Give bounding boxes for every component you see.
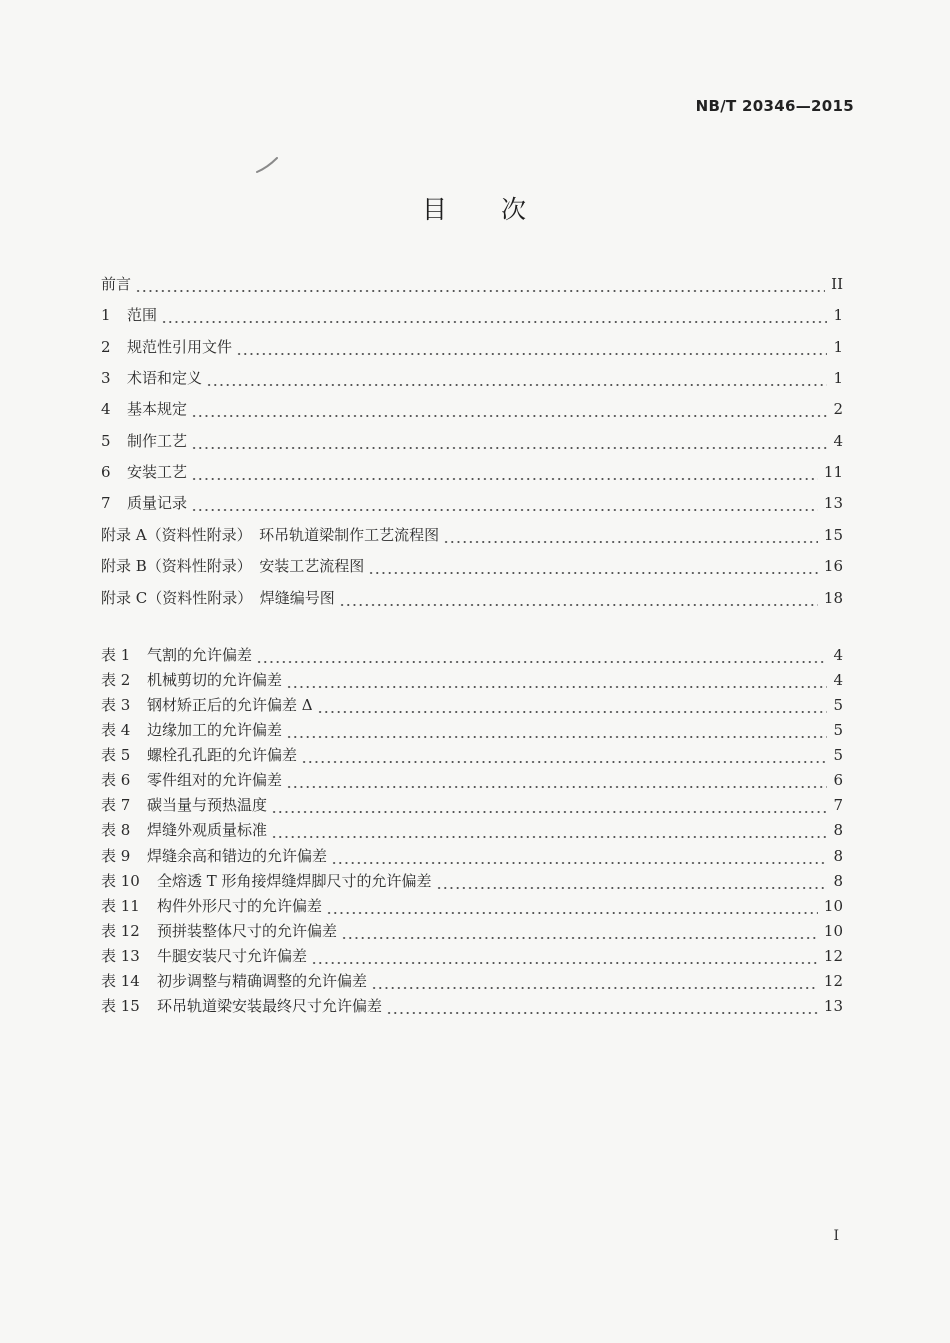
toc-item[interactable] — [101, 523, 843, 545]
dot-leader — [286, 670, 827, 690]
toc-item-label: 范围 — [127, 306, 158, 324]
table-number: 表 9 — [101, 847, 131, 865]
table-page: 5 — [833, 696, 843, 714]
table-title: 边缘加工的允许偏差 — [147, 721, 283, 739]
table-page: 12 — [823, 972, 843, 990]
table-page: 4 — [833, 671, 843, 689]
table-title: 全熔透 T 形角接焊缝焊脚尺寸的允许偏差 — [157, 872, 432, 890]
dot-leader — [271, 795, 827, 815]
dot-leader — [339, 588, 818, 608]
toc-item[interactable] — [101, 303, 843, 325]
table-list-item[interactable] — [101, 768, 843, 790]
toc-item-page: 2 — [833, 400, 843, 418]
table-title: 焊缝外观质量标准 — [147, 821, 268, 839]
toc-item-number: 2 — [101, 338, 111, 356]
table-number: 表 6 — [101, 771, 131, 789]
table-title: 钢材矫正后的允许偏差 Δ — [147, 696, 313, 714]
table-page: 12 — [823, 947, 843, 965]
table-page: 5 — [833, 721, 843, 739]
table-page: 4 — [833, 646, 843, 664]
toc-item-label: 规范性引用文件 — [127, 338, 233, 356]
toc-item-page: 1 — [833, 306, 843, 324]
table-page: 8 — [833, 872, 843, 890]
table-list-item[interactable] — [101, 693, 843, 715]
toc-item-page: 16 — [823, 557, 843, 575]
toc-item[interactable] — [101, 554, 843, 576]
dot-leader — [368, 556, 818, 576]
toc-item-page: 18 — [823, 589, 843, 607]
table-number: 表 3 — [101, 696, 131, 714]
toc-item[interactable] — [101, 429, 843, 451]
toc-item-label: 附录 B（资料性附录） 安装工艺流程图 — [101, 557, 365, 575]
toc-item[interactable] — [101, 272, 843, 294]
table-title: 牛腿安装尺寸允许偏差 — [157, 947, 308, 965]
toc-item-page: 1 — [833, 369, 843, 387]
table-list-item[interactable] — [101, 869, 843, 891]
table-number: 表 11 — [101, 897, 140, 915]
toc-item-label: 安装工艺 — [127, 463, 188, 481]
dot-leader — [191, 493, 818, 513]
table-number: 表 10 — [101, 872, 140, 890]
toc-item[interactable] — [101, 366, 843, 388]
table-number: 表 2 — [101, 671, 131, 689]
dot-leader — [161, 305, 827, 325]
table-list-item[interactable] — [101, 844, 843, 866]
toc-item-page: II — [831, 275, 843, 293]
toc-item-page: 13 — [823, 494, 843, 512]
dot-leader — [191, 431, 827, 451]
dot-leader — [191, 462, 818, 482]
toc-item-label: 基本规定 — [127, 400, 188, 418]
toc-item[interactable] — [101, 335, 843, 357]
dot-leader — [206, 368, 827, 388]
toc-item-number: 1 — [101, 306, 111, 324]
toc-item-label: 附录 C（资料性附录） 焊缝编号图 — [101, 589, 335, 607]
toc-item[interactable] — [101, 491, 843, 513]
table-list-item[interactable] — [101, 668, 843, 690]
table-number: 表 14 — [101, 972, 140, 990]
toc-item-number: 5 — [101, 432, 111, 450]
toc-item[interactable] — [101, 397, 843, 419]
toc-item-label: 附录 A（资料性附录） 环吊轨道梁制作工艺流程图 — [101, 526, 440, 544]
dot-leader — [191, 399, 827, 419]
toc-item-number: 4 — [101, 400, 111, 418]
table-title: 预拼装整体尺寸的允许偏差 — [157, 922, 338, 940]
page-number: I — [833, 1228, 839, 1244]
table-page: 8 — [833, 847, 843, 865]
scan-mark — [256, 157, 278, 173]
table-number: 表 8 — [101, 821, 131, 839]
dot-leader — [271, 820, 827, 840]
table-page: 13 — [823, 997, 843, 1015]
table-list-item[interactable] — [101, 969, 843, 991]
table-number: 表 5 — [101, 746, 131, 764]
toc-item-label: 术语和定义 — [127, 369, 203, 387]
table-page: 5 — [833, 746, 843, 764]
table-title: 碳当量与预热温度 — [147, 796, 268, 814]
table-title: 焊缝余高和错边的允许偏差 — [147, 847, 328, 865]
dot-leader — [326, 896, 818, 916]
toc-item-label: 制作工艺 — [127, 432, 188, 450]
toc-item-label: 前言 — [101, 275, 132, 293]
table-title: 机械剪切的允许偏差 — [147, 671, 283, 689]
dot-leader — [286, 770, 827, 790]
page-title — [0, 190, 950, 226]
toc-item-page: 11 — [823, 463, 843, 481]
standard-code: NB/T 20346—2015 — [695, 97, 854, 115]
toc-item-page: 15 — [823, 526, 843, 544]
table-number: 表 12 — [101, 922, 140, 940]
table-list-item[interactable] — [101, 818, 843, 840]
table-title: 构件外形尺寸的允许偏差 — [157, 897, 323, 915]
table-number: 表 1 — [101, 646, 131, 664]
toc-item-number: 7 — [101, 494, 111, 512]
table-title: 初步调整与精确调整的允许偏差 — [157, 972, 368, 990]
dot-leader — [135, 274, 825, 294]
table-list-item[interactable] — [101, 718, 843, 740]
table-page: 6 — [833, 771, 843, 789]
table-number: 表 13 — [101, 947, 140, 965]
table-list-item[interactable] — [101, 793, 843, 815]
table-page: 8 — [833, 821, 843, 839]
dot-leader — [317, 695, 827, 715]
table-title: 螺栓孔孔距的允许偏差 — [147, 746, 298, 764]
table-list-item[interactable] — [101, 643, 843, 665]
table-number: 表 4 — [101, 721, 131, 739]
table-title: 环吊轨道梁安装最终尺寸允许偏差 — [157, 997, 383, 1015]
table-number: 表 7 — [101, 796, 131, 814]
toc-item[interactable] — [101, 586, 843, 608]
table-list-item[interactable] — [101, 944, 843, 966]
toc-item-number: 3 — [101, 369, 111, 387]
table-list-item[interactable] — [101, 919, 843, 941]
table-title: 零件组对的允许偏差 — [147, 771, 283, 789]
dot-leader — [236, 337, 827, 357]
dot-leader — [341, 921, 818, 941]
table-title: 气割的允许偏差 — [147, 646, 253, 664]
dot-leader — [386, 996, 818, 1016]
toc-item-page: 1 — [833, 338, 843, 356]
toc-item-label: 质量记录 — [127, 494, 188, 512]
table-page: 7 — [833, 796, 843, 814]
table-page: 10 — [823, 897, 843, 915]
dot-leader — [443, 525, 818, 545]
table-page: 10 — [823, 922, 843, 940]
dot-leader — [256, 645, 827, 665]
toc-item-number: 6 — [101, 463, 111, 481]
dot-leader — [311, 946, 818, 966]
table-list-item[interactable] — [101, 743, 843, 765]
dot-leader — [301, 745, 827, 765]
toc-item-page: 4 — [833, 432, 843, 450]
table-number: 表 15 — [101, 997, 140, 1015]
toc-item[interactable] — [101, 460, 843, 482]
table-list-item[interactable] — [101, 894, 843, 916]
dot-leader — [371, 971, 818, 991]
title-char-2: 次 — [501, 195, 529, 224]
dot-leader — [436, 871, 827, 891]
table-list-item[interactable] — [101, 994, 843, 1016]
dot-leader — [286, 720, 827, 740]
dot-leader — [331, 846, 827, 866]
title-char-1: 目 — [421, 195, 449, 224]
